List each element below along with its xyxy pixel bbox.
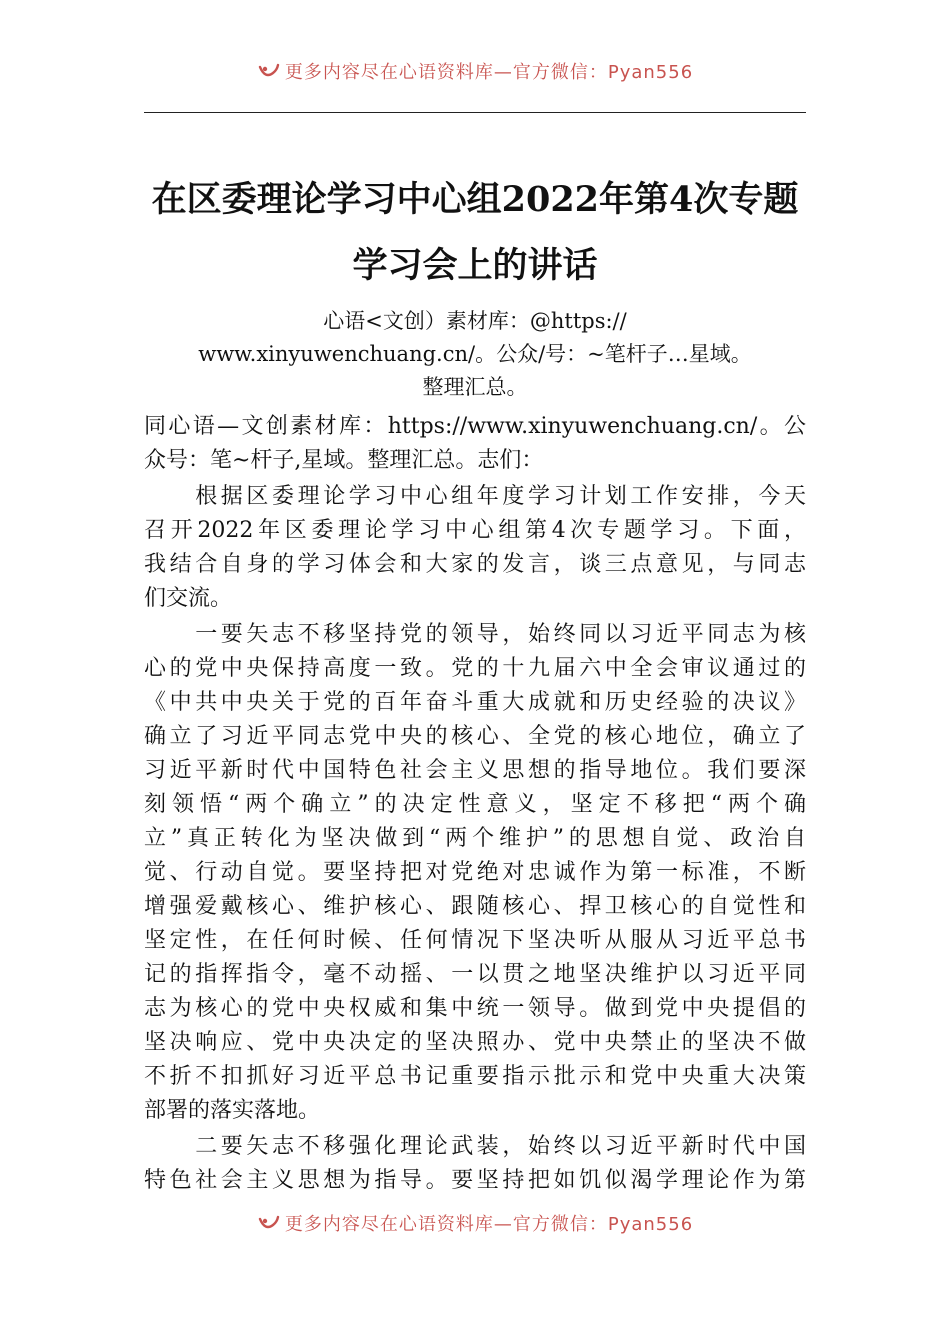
document-title-line-2: 学习会上的讲话 (352, 245, 598, 286)
body-line: 坚定性，在任何时候、任何情况下坚决听从服从习近平总书 (144, 928, 806, 953)
source-line-2: www.xinyuwenchuang.cn/。公众/号：~笔杆子…星域。 (198, 342, 752, 366)
brand-logo-icon (257, 1215, 281, 1233)
body-line: 们交流。 (144, 586, 233, 611)
source-line-3: 整理汇总。 (422, 375, 528, 399)
body-line: 觉、行动自觉。要坚持把对党绝对忠诚作为第一标准，不断 (144, 860, 806, 885)
watermark-top (0, 58, 950, 84)
body-line: 我结合自身的学习体会和大家的发言，谈三点意见，与同志 (144, 552, 806, 577)
body-line: 记的指挥指令，毫不动摇、一以贯之地坚决维护以习近平同 (144, 962, 806, 987)
watermark-text: 更多内容尽在心语资料库—官方微信：Pyan556 (284, 62, 694, 83)
body-line: 立”真正转化为坚决做到“两个维护”的思想自觉、政治自 (144, 826, 806, 851)
body-line: 志为核心的党中央权威和集中统一领导。做到党中央提倡的 (144, 996, 806, 1021)
body-line: 部署的落实落地。 (144, 1098, 321, 1123)
body-line: 《中共中央关于党的百年奋斗重大成就和历史经验的决议》 (144, 690, 806, 715)
body-line: 刻领悟“两个确立”的决定性意义，坚定不移把“两个确 (144, 792, 806, 817)
body-line: 根据区委理论学习中心组年度学习计划工作安排，今天 (144, 484, 806, 509)
header-rule (144, 112, 806, 113)
body-line: 增强爱戴核心、维护核心、跟随核心、捍卫核心的自觉性和 (144, 894, 806, 919)
watermark-text: 更多内容尽在心语资料库—官方微信：Pyan556 (284, 1214, 694, 1235)
body-line: 众号：笔~杆子,星域。整理汇总。志们： (144, 448, 544, 473)
body-line: 二要矢志不移强化理论武装，始终以习近平新时代中国 (144, 1134, 806, 1159)
body-line: 特色社会主义思想为指导。要坚持把如饥似渴学理论作为第 (144, 1168, 806, 1193)
body-line: 确立了习近平同志党中央的核心、全党的核心地位，确立了 (144, 724, 806, 749)
brand-logo-icon (257, 63, 281, 81)
body-line: 习近平新时代中国特色社会主义思想的指导地位。我们要深 (144, 758, 806, 783)
source-line-1: 心语<文创）素材库：@https:// (323, 309, 627, 333)
body-line: 同心语—文创素材库：https://www.xinyuwenchuang.cn/。公 (144, 414, 806, 439)
body-line: 坚决响应、党中央决定的坚决照办、党中央禁止的坚决不做 (144, 1030, 806, 1055)
document-title-line-1: 在区委理论学习中心组2022年第4次专题 (151, 179, 799, 220)
body-line: 不折不扣抓好习近平总书记重要指示批示和党中央重大决策 (144, 1064, 806, 1089)
body-line: 召开2022年区委理论学习中心组第4次专题学习。下面， (144, 518, 806, 543)
watermark-bottom (0, 1210, 950, 1236)
body-line: 心的党中央保持高度一致。党的十九届六中全会审议通过的 (144, 656, 806, 681)
body-line: 一要矢志不移坚持党的领导，始终同以习近平同志为核 (144, 622, 806, 647)
